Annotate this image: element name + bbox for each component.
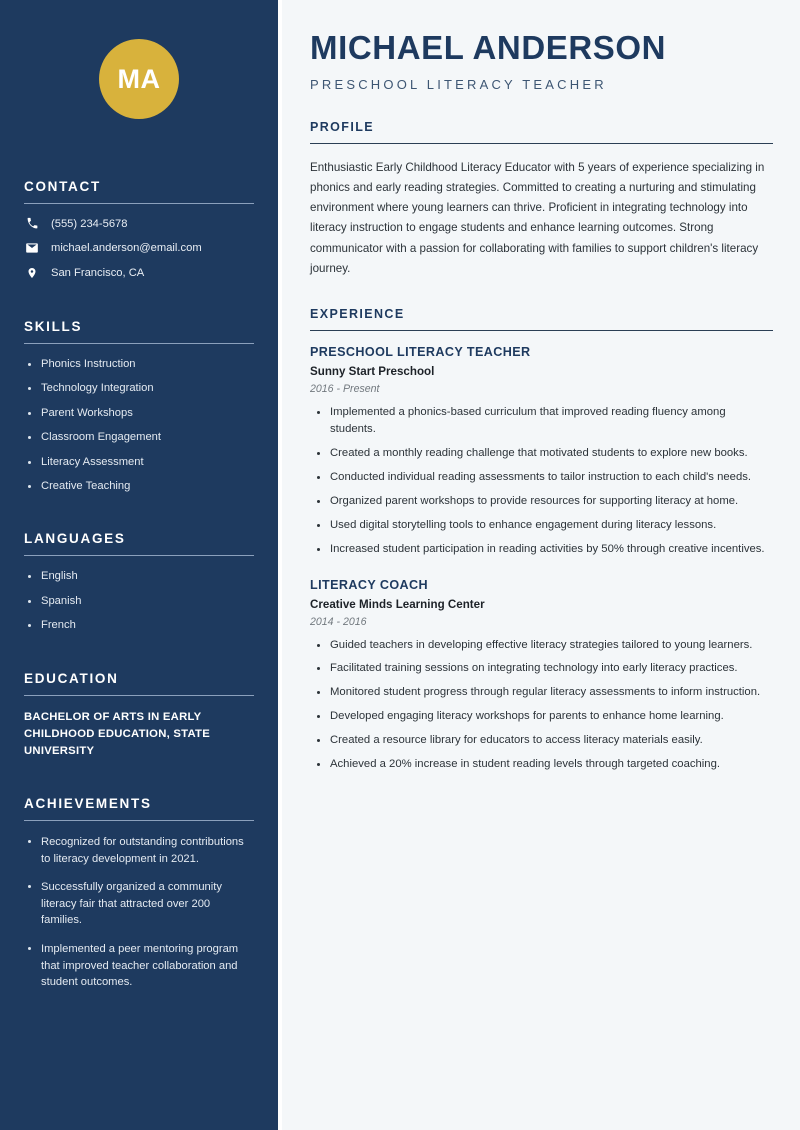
email-icon [24, 241, 40, 255]
list-item: Created a monthly reading challenge that motivated students to explore new books. [310, 445, 773, 462]
list-item: Increased student participation in reading activities by 50% through creative incentives. [310, 541, 773, 558]
contact-divider [24, 203, 254, 204]
experience-entry [310, 578, 773, 774]
list-item: Implemented a peer mentoring program that improved teacher collaboration and student outcomes. [24, 941, 254, 991]
languages-heading: LANGUAGES [24, 531, 126, 547]
main-content [282, 0, 800, 1130]
list-item: Monitored student progress through regular literacy assessments to inform instruction. [310, 684, 773, 701]
list-item: Classroom Engagement [24, 430, 254, 446]
contact-value-phone: (555) 234-5678 [51, 217, 128, 230]
list-item: Organized parent workshops to provide resources for supporting literacy at home. [310, 493, 773, 510]
experience-heading: EXPERIENCE [310, 306, 405, 321]
list-item: Parent Workshops [24, 406, 254, 422]
experience-entry [310, 345, 773, 558]
skills-list [24, 357, 254, 495]
skills-divider [24, 343, 254, 344]
list-item: Implemented a phonics-based curriculum that improved reading fluency among students. [310, 404, 773, 438]
job-bullet-list [310, 404, 773, 558]
list-item: Created a resource library for educators to access literacy materials easily. [310, 732, 773, 749]
list-item: French [24, 618, 254, 634]
achievements-list [24, 834, 254, 991]
list-item: Guided teachers in developing effective literacy strategies tailored to young learners. [310, 637, 773, 654]
phone-icon [24, 217, 40, 230]
skills-heading: SKILLS [24, 319, 83, 334]
list-item: Literacy Assessment [24, 455, 254, 471]
job-role-subtitle: PRESCHOOL LITERACY TEACHER [310, 76, 607, 92]
sidebar-section-languages [24, 531, 254, 634]
profile-text: Enthusiastic Early Childhood Literacy Educator with 5 years of experience specializing in phonics and early reading strategies. Committed to creating a nurturing and stimulating environment where young learners can thrive. Proficient in integrating technology into literacy instruction to engage students and enhance learning outcomes. Strong communicator with a passion for collaborating with families to support children's literacy journey. [310, 160, 765, 275]
list-item: Conducted individual reading assessments to tailor instruction to each child's needs. [310, 469, 773, 486]
job-dates: 2016 - Present [310, 382, 380, 395]
list-item: Phonics Instruction [24, 357, 254, 373]
contact-item-email[interactable] [24, 241, 254, 255]
list-item: Technology Integration [24, 381, 254, 397]
contact-value-location: San Francisco, CA [51, 267, 145, 279]
languages-list [24, 569, 254, 634]
list-item: Recognized for outstanding contributions to literacy development in 2021. [24, 834, 254, 867]
sidebar-section-achievements [24, 796, 254, 991]
profile-heading: PROFILE [310, 119, 374, 134]
profile-divider [310, 143, 773, 144]
education-divider [24, 695, 254, 696]
job-title: LITERACY COACH [310, 577, 429, 592]
list-item: Achieved a 20% increase in student reading levels through targeted coaching. [310, 756, 773, 773]
page-title: MICHAEL ANDERSON [310, 29, 667, 66]
location-pin-icon [24, 266, 40, 280]
list-item: Used digital storytelling tools to enhance engagement during literacy lessons. [310, 517, 773, 534]
contact-item-phone[interactable] [24, 217, 254, 230]
contact-item-location[interactable] [24, 266, 254, 280]
contact-value-email: michael.anderson@email.com [51, 242, 202, 254]
achievements-heading: ACHIEVEMENTS [24, 796, 152, 812]
main-section-experience [310, 307, 773, 773]
job-title: PRESCHOOL LITERACY TEACHER [310, 344, 531, 359]
job-dates: 2014 - 2016 [310, 615, 367, 628]
job-company: Creative Minds Learning Center [310, 597, 485, 611]
achievements-divider [24, 820, 254, 821]
avatar: MA [99, 39, 179, 119]
contact-list [24, 217, 254, 280]
list-item: Successfully organized a community literacy fair that attracted over 200 families. [24, 879, 254, 929]
job-company: Sunny Start Preschool [310, 364, 435, 378]
sidebar-section-contact [24, 179, 254, 280]
sidebar [0, 0, 278, 1130]
avatar-container [24, 0, 254, 119]
list-item: Spanish [24, 594, 254, 610]
contact-heading: CONTACT [24, 179, 101, 194]
sidebar-section-education [24, 671, 254, 760]
education-entry: BACHELOR OF ARTS IN EARLY CHILDHOOD EDUCATION, STATE UNIVERSITY [24, 710, 210, 757]
list-item: Creative Teaching [24, 479, 254, 495]
education-heading: EDUCATION [24, 670, 119, 686]
experience-divider [310, 330, 773, 331]
list-item: English [24, 569, 254, 585]
list-item: Developed engaging literacy workshops for parents to enhance home learning. [310, 708, 773, 725]
languages-divider [24, 555, 254, 556]
job-bullet-list [310, 637, 773, 774]
main-section-profile [310, 120, 773, 279]
list-item: Facilitated training sessions on integrating technology into early literacy practices. [310, 660, 773, 677]
sidebar-section-skills [24, 319, 254, 495]
